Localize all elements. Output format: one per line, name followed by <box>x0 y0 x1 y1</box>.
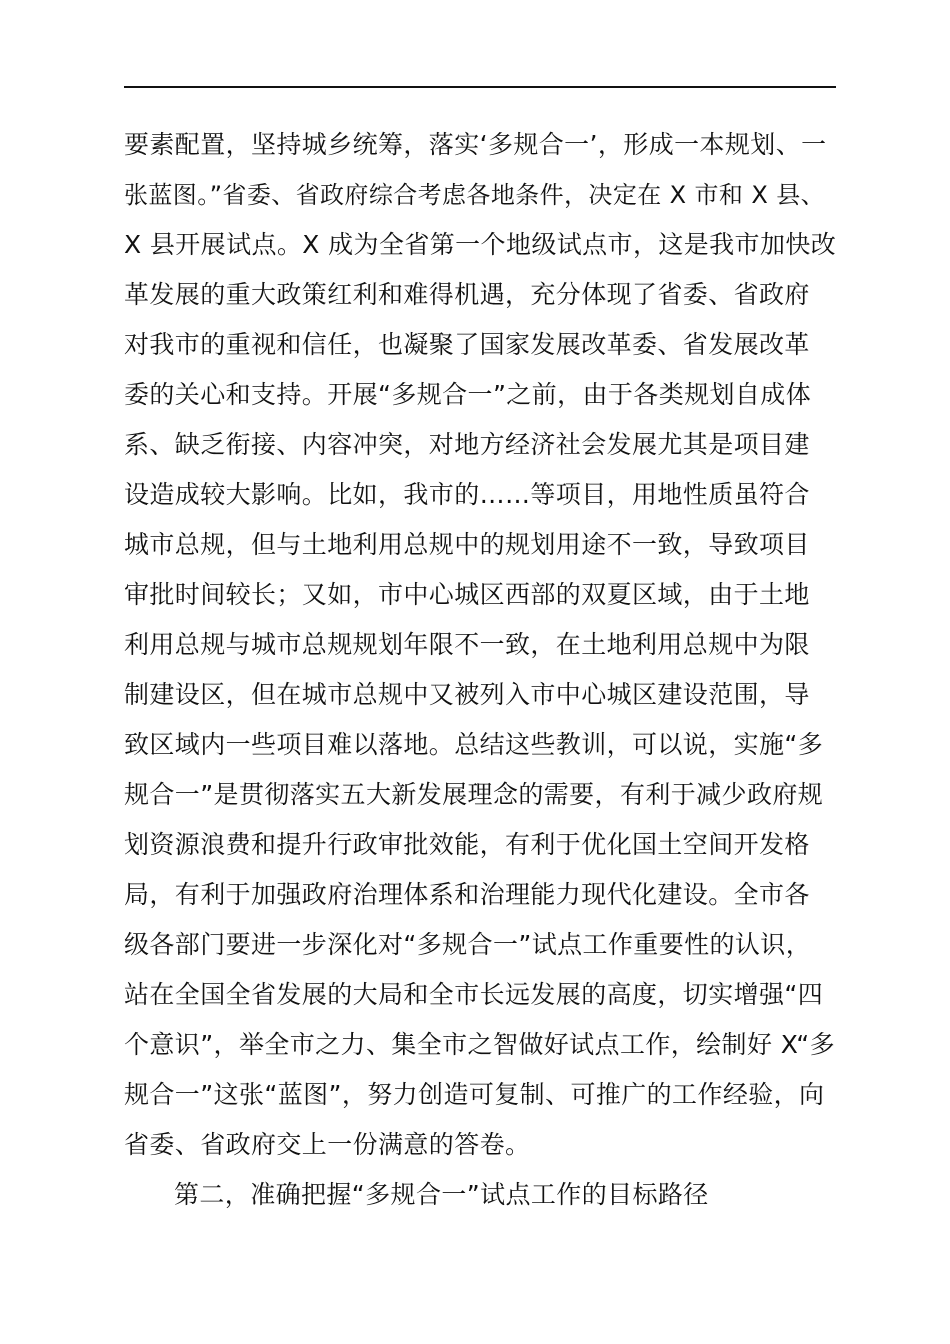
section-heading: 第二，准确把握“多规合一”试点工作的目标路径 <box>174 1180 709 1209</box>
text-line: 省委、省政府交上一份满意的答卷。 <box>124 1130 531 1159</box>
text-line: 个意识”，举全市之力、集全市之智做好试点工作，绘制好 X“多 <box>124 1030 836 1059</box>
text-line: 规合一”这张“蓝图”，努力创造可复制、可推广的工作经验，向 <box>124 1080 825 1109</box>
text-line: 委的关心和支持。开展“多规合一”之前，由于各类规划自成体 <box>124 380 812 409</box>
text-line: 规合一”是贯彻落实五大新发展理念的需要，有利于减少政府规 <box>124 780 824 809</box>
text-line: 局，有利于加强政府治理体系和治理能力现代化建设。全市各 <box>124 880 810 909</box>
text-line: 审批时间较长；又如，市中心城区西部的双夏区域，由于土地 <box>124 580 810 609</box>
text-line: 城市总规，但与土地利用总规中的规划用途不一致，导致项目 <box>124 530 810 559</box>
text-line: 划资源浪费和提升行政审批效能，有利于优化国土空间开发格 <box>124 830 810 859</box>
text-line: X 县开展试点。X 成为全省第一个地级试点市，这是我市加快改 <box>124 230 837 259</box>
text-line: 对我市的重视和信任，也凝聚了国家发展改革委、省发展改革 <box>124 330 810 359</box>
header-rule <box>124 86 836 88</box>
text-line: 革发展的重大政策红利和难得机遇，充分体现了省委、省政府 <box>124 280 810 309</box>
text-line: 设造成较大影响。比如，我市的……等项目，用地性质虽符合 <box>124 480 810 509</box>
text-line: 站在全国全省发展的大局和全市长远发展的高度，切实增强“四 <box>124 980 824 1009</box>
body-text <box>124 120 836 1220</box>
text-line: 利用总规与城市总规规划年限不一致，在土地利用总规中为限 <box>124 630 810 659</box>
text-line: 系、缺乏衔接、内容冲突，对地方经济社会发展尤其是项目建 <box>124 430 810 459</box>
text-line: 级各部门要进一步深化对“多规合一”试点工作重要性的认识， <box>124 930 812 959</box>
text-line: 致区域内一些项目难以落地。总结这些教训，可以说，实施“多 <box>124 730 824 759</box>
text-line: 要素配置，坚持城乡统筹，落实‘多规合一’，形成一本规划、一 <box>124 130 827 159</box>
text-line: 制建设区，但在城市总规中又被列入市中心城区建设范围，导 <box>124 680 810 709</box>
text-line: 张蓝图。”省委、省政府综合考虑各地条件，决定在 X 市和 X 县、 <box>124 181 826 209</box>
